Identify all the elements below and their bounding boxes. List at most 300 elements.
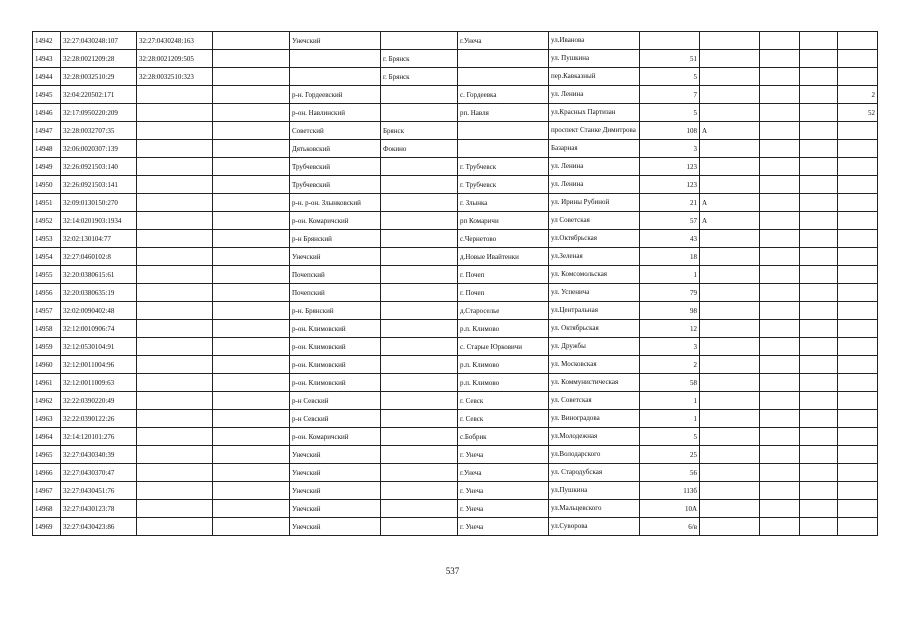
- locality-cell: р.п. Климово: [458, 320, 549, 338]
- region-cell-cell: [213, 446, 290, 464]
- street-cell: ул. Московская: [549, 356, 640, 374]
- block-cell: [800, 194, 838, 212]
- locality-cell: рп. Навля: [458, 104, 549, 122]
- structure-cell: [760, 320, 800, 338]
- region-cell-cell: [213, 518, 290, 536]
- page-number: 537: [445, 566, 460, 576]
- apartment-cell: [838, 230, 878, 248]
- city-cell: [381, 194, 458, 212]
- apartment-cell: [838, 464, 878, 482]
- city-cell: [381, 338, 458, 356]
- district-cell: р-он. Климовский: [290, 338, 381, 356]
- block-cell: [800, 86, 838, 104]
- table-row: [33, 518, 878, 536]
- district-cell: Дятьковский: [290, 140, 381, 158]
- table-row: [33, 392, 878, 410]
- block-cell: [800, 302, 838, 320]
- district-cell: Унечский: [290, 446, 381, 464]
- house-number-cell: 57: [640, 212, 700, 230]
- locality-cell: г.Унеча: [458, 32, 549, 50]
- house-number-cell: 21: [640, 194, 700, 212]
- structure-cell: [760, 392, 800, 410]
- region-cell-cell: [213, 266, 290, 284]
- house-number-cell: 6/в: [640, 518, 700, 536]
- district-cell: р-н Брянский: [290, 230, 381, 248]
- parent-cadastral-number-cell: [137, 428, 213, 446]
- house-number-cell: 3: [640, 338, 700, 356]
- house-number-cell: 12: [640, 320, 700, 338]
- parent-cadastral-number-cell: [137, 212, 213, 230]
- parent-cadastral-number-cell: [137, 518, 213, 536]
- street-cell: ул. Советская: [549, 392, 640, 410]
- apartment-cell: [838, 320, 878, 338]
- street-cell: ул.Молодежная: [549, 428, 640, 446]
- district-cell: Унечский: [290, 32, 381, 50]
- house-number-cell: 98: [640, 302, 700, 320]
- street-cell: ул. Комсомольская: [549, 266, 640, 284]
- parent-cadastral-number-cell: [137, 482, 213, 500]
- structure-cell: [760, 428, 800, 446]
- district-cell: р-н Севский: [290, 410, 381, 428]
- structure-cell: [760, 446, 800, 464]
- parent-cadastral-number-cell: [137, 266, 213, 284]
- cadastral-number-cell: 32:12:0011009:63: [61, 374, 137, 392]
- parent-cadastral-number-cell: [137, 248, 213, 266]
- building-cell: [700, 500, 760, 518]
- cadastral-number-cell: 32:27:0430423:86: [61, 518, 137, 536]
- region-cell-cell: [213, 356, 290, 374]
- district-cell: Почепский: [290, 266, 381, 284]
- locality-cell: [458, 50, 549, 68]
- city-cell: [381, 32, 458, 50]
- district-cell: Советский: [290, 122, 381, 140]
- record-number-cell: 14948: [33, 140, 61, 158]
- region-cell-cell: [213, 482, 290, 500]
- street-cell: ул. Ленина: [549, 86, 640, 104]
- block-cell: [800, 392, 838, 410]
- house-number-cell: 51: [640, 50, 700, 68]
- city-cell: [381, 428, 458, 446]
- structure-cell: [760, 140, 800, 158]
- cadastral-number-cell: 32:27:0430340:39: [61, 446, 137, 464]
- cadastral-number-cell: 32:14:0201903:1934: [61, 212, 137, 230]
- apartment-cell: [838, 50, 878, 68]
- street-cell: ул.Иванова: [549, 32, 640, 50]
- house-number-cell: 1: [640, 266, 700, 284]
- parent-cadastral-number-cell: [137, 230, 213, 248]
- street-cell: ул.Центральная: [549, 302, 640, 320]
- block-cell: [800, 518, 838, 536]
- structure-cell: [760, 32, 800, 50]
- record-number-cell: 14967: [33, 482, 61, 500]
- cadastral-number-cell: 32:12:0010906:74: [61, 320, 137, 338]
- street-cell: ул Советская: [549, 212, 640, 230]
- record-number-cell: 14961: [33, 374, 61, 392]
- house-number-cell: 10А: [640, 500, 700, 518]
- house-number-cell: 56: [640, 464, 700, 482]
- region-cell-cell: [213, 464, 290, 482]
- cadastral-number-cell: 32:02:130104:77: [61, 230, 137, 248]
- city-cell: [381, 410, 458, 428]
- street-cell: ул.Мальцевского: [549, 500, 640, 518]
- apartment-cell: [838, 302, 878, 320]
- street-cell: ул.Красных Партизан: [549, 104, 640, 122]
- cadastral-number-cell: 32:02:0090402:48: [61, 302, 137, 320]
- locality-cell: р.п. Климово: [458, 374, 549, 392]
- street-cell: Базарная: [549, 140, 640, 158]
- building-cell: [700, 338, 760, 356]
- region-cell-cell: [213, 104, 290, 122]
- cadastral-number-cell: 32:28:0032510:29: [61, 68, 137, 86]
- city-cell: [381, 212, 458, 230]
- parent-cadastral-number-cell: [137, 302, 213, 320]
- table-row: [33, 302, 878, 320]
- table-row: [33, 194, 878, 212]
- locality-cell: г. Унеча: [458, 446, 549, 464]
- table-row: [33, 410, 878, 428]
- house-number-cell: 5: [640, 428, 700, 446]
- house-number-cell: 108: [640, 122, 700, 140]
- locality-cell: с. Старые Юрковичи: [458, 338, 549, 356]
- apartment-cell: [838, 356, 878, 374]
- record-number-cell: 14944: [33, 68, 61, 86]
- record-number-cell: 14949: [33, 158, 61, 176]
- house-number-cell: 25: [640, 446, 700, 464]
- apartment-cell: 2: [838, 86, 878, 104]
- locality-cell: г.Унеча: [458, 464, 549, 482]
- apartment-cell: [838, 158, 878, 176]
- apartment-cell: [838, 428, 878, 446]
- building-cell: [700, 284, 760, 302]
- house-number-cell: 5: [640, 68, 700, 86]
- record-number-cell: 14959: [33, 338, 61, 356]
- parent-cadastral-number-cell: [137, 284, 213, 302]
- structure-cell: [760, 500, 800, 518]
- city-cell: [381, 176, 458, 194]
- city-cell: [381, 320, 458, 338]
- locality-cell: [458, 68, 549, 86]
- building-cell: [700, 32, 760, 50]
- building-cell: [700, 482, 760, 500]
- block-cell: [800, 428, 838, 446]
- region-cell-cell: [213, 140, 290, 158]
- locality-cell: с.Чернетово: [458, 230, 549, 248]
- apartment-cell: [838, 392, 878, 410]
- table-row: [33, 50, 878, 68]
- record-number-cell: 14969: [33, 518, 61, 536]
- region-cell-cell: [213, 68, 290, 86]
- house-number-cell: 123: [640, 158, 700, 176]
- locality-cell: г. Трубчевск: [458, 158, 549, 176]
- district-cell: Почепский: [290, 284, 381, 302]
- street-cell: ул.Зеленая: [549, 248, 640, 266]
- record-number-cell: 14952: [33, 212, 61, 230]
- record-number-cell: 14951: [33, 194, 61, 212]
- record-number-cell: 14945: [33, 86, 61, 104]
- district-cell: р-н. Гордеевский: [290, 86, 381, 104]
- table-row: [33, 428, 878, 446]
- cadastral-number-cell: 32:27:0430370:47: [61, 464, 137, 482]
- building-cell: [700, 320, 760, 338]
- parent-cadastral-number-cell: [137, 446, 213, 464]
- building-cell: [700, 50, 760, 68]
- locality-cell: г. Севск: [458, 410, 549, 428]
- region-cell-cell: [213, 410, 290, 428]
- building-cell: [700, 428, 760, 446]
- table-row: [33, 356, 878, 374]
- apartment-cell: [838, 212, 878, 230]
- structure-cell: [760, 356, 800, 374]
- parent-cadastral-number-cell: [137, 356, 213, 374]
- parent-cadastral-number-cell: [137, 338, 213, 356]
- building-cell: [700, 86, 760, 104]
- cadastral-number-cell: 32:27:0430451:76: [61, 482, 137, 500]
- building-cell: [700, 518, 760, 536]
- structure-cell: [760, 374, 800, 392]
- city-cell: [381, 248, 458, 266]
- parent-cadastral-number-cell: [137, 140, 213, 158]
- city-cell: [381, 482, 458, 500]
- locality-cell: д.Староселье: [458, 302, 549, 320]
- building-cell: [700, 392, 760, 410]
- region-cell-cell: [213, 122, 290, 140]
- district-cell: р-он. Комаричский: [290, 428, 381, 446]
- cadastral-number-cell: 32:27:0430248:107: [61, 32, 137, 50]
- apartment-cell: [838, 518, 878, 536]
- region-cell-cell: [213, 248, 290, 266]
- table-row: [33, 68, 878, 86]
- city-cell: [381, 356, 458, 374]
- record-number-cell: 14968: [33, 500, 61, 518]
- cadastral-number-cell: 32:26:0921503:141: [61, 176, 137, 194]
- structure-cell: [760, 518, 800, 536]
- apartment-cell: [838, 338, 878, 356]
- apartment-cell: [838, 284, 878, 302]
- table-row: [33, 158, 878, 176]
- cadastral-number-cell: 32:06:0020307:139: [61, 140, 137, 158]
- table-row: [33, 104, 878, 122]
- cadastral-number-cell: 32:04:220502:171: [61, 86, 137, 104]
- record-number-cell: 14942: [33, 32, 61, 50]
- locality-cell: с. Гордеевка: [458, 86, 549, 104]
- locality-cell: с.Бобрик: [458, 428, 549, 446]
- district-cell: [290, 68, 381, 86]
- city-cell: [381, 266, 458, 284]
- building-cell: [700, 266, 760, 284]
- record-number-cell: 14956: [33, 284, 61, 302]
- region-cell-cell: [213, 32, 290, 50]
- cadastral-number-cell: 32:09:0130150:270: [61, 194, 137, 212]
- table-row: [33, 140, 878, 158]
- street-cell: проспект Станке Димитрова: [549, 122, 640, 140]
- structure-cell: [760, 266, 800, 284]
- apartment-cell: [838, 266, 878, 284]
- record-number-cell: 14954: [33, 248, 61, 266]
- apartment-cell: [838, 32, 878, 50]
- block-cell: [800, 140, 838, 158]
- street-cell: ул. Коммунистическая: [549, 374, 640, 392]
- street-cell: ул.Володарского: [549, 446, 640, 464]
- city-cell: Брянск: [381, 122, 458, 140]
- city-cell: [381, 446, 458, 464]
- cadastral-number-cell: 32:26:0921503:140: [61, 158, 137, 176]
- district-cell: [290, 50, 381, 68]
- table-row: [33, 446, 878, 464]
- district-cell: Унечский: [290, 482, 381, 500]
- building-cell: [700, 230, 760, 248]
- block-cell: [800, 284, 838, 302]
- city-cell: [381, 392, 458, 410]
- locality-cell: р.п. Климово: [458, 356, 549, 374]
- apartment-cell: [838, 374, 878, 392]
- block-cell: [800, 320, 838, 338]
- record-number-cell: 14957: [33, 302, 61, 320]
- building-cell: [700, 374, 760, 392]
- block-cell: [800, 230, 838, 248]
- house-number-cell: 1: [640, 410, 700, 428]
- cadastral-number-cell: 32:20:0380635:19: [61, 284, 137, 302]
- cadastral-number-cell: 32:17:0950220:209: [61, 104, 137, 122]
- structure-cell: [760, 230, 800, 248]
- region-cell-cell: [213, 500, 290, 518]
- parent-cadastral-number-cell: [137, 194, 213, 212]
- block-cell: [800, 266, 838, 284]
- district-cell: р-н. р-он. Злынковский: [290, 194, 381, 212]
- structure-cell: [760, 410, 800, 428]
- parent-cadastral-number-cell: [137, 86, 213, 104]
- block-cell: [800, 104, 838, 122]
- district-cell: Унечский: [290, 500, 381, 518]
- region-cell-cell: [213, 50, 290, 68]
- street-cell: ул.Суворова: [549, 518, 640, 536]
- cadastral-number-cell: 32:28:0032707:35: [61, 122, 137, 140]
- district-cell: р-он. Климовский: [290, 356, 381, 374]
- locality-cell: г. Унеча: [458, 482, 549, 500]
- parent-cadastral-number-cell: [137, 410, 213, 428]
- block-cell: [800, 68, 838, 86]
- block-cell: [800, 464, 838, 482]
- table-row: [33, 320, 878, 338]
- parent-cadastral-number-cell: [137, 176, 213, 194]
- street-cell: пер.Кавказный: [549, 68, 640, 86]
- record-number-cell: 14950: [33, 176, 61, 194]
- record-number-cell: 14964: [33, 428, 61, 446]
- city-cell: [381, 230, 458, 248]
- parent-cadastral-number-cell: [137, 122, 213, 140]
- registry-table-body: [33, 32, 878, 536]
- building-cell: [700, 158, 760, 176]
- registry-table: [32, 31, 878, 536]
- street-cell: ул. Успенича: [549, 284, 640, 302]
- parent-cadastral-number-cell: 32:27:0430248:163: [137, 32, 213, 50]
- building-cell: [700, 140, 760, 158]
- region-cell-cell: [213, 212, 290, 230]
- street-cell: ул. Стародубская: [549, 464, 640, 482]
- house-number-cell: 58: [640, 374, 700, 392]
- record-number-cell: 14953: [33, 230, 61, 248]
- house-number-cell: 79: [640, 284, 700, 302]
- district-cell: р-он. Климовский: [290, 374, 381, 392]
- district-cell: Унечский: [290, 518, 381, 536]
- structure-cell: [760, 194, 800, 212]
- building-cell: [700, 176, 760, 194]
- block-cell: [800, 500, 838, 518]
- parent-cadastral-number-cell: [137, 104, 213, 122]
- cadastral-number-cell: 32:27:0430123:78: [61, 500, 137, 518]
- region-cell-cell: [213, 320, 290, 338]
- table-row: [33, 374, 878, 392]
- region-cell-cell: [213, 176, 290, 194]
- region-cell-cell: [213, 284, 290, 302]
- cadastral-number-cell: 32:22:0390220:49: [61, 392, 137, 410]
- building-cell: [700, 104, 760, 122]
- building-cell: [700, 410, 760, 428]
- cadastral-number-cell: 32:14:120101:276: [61, 428, 137, 446]
- city-cell: [381, 284, 458, 302]
- region-cell-cell: [213, 374, 290, 392]
- building-cell: [700, 446, 760, 464]
- locality-cell: г. Почеп: [458, 266, 549, 284]
- district-cell: р-он. Климовский: [290, 320, 381, 338]
- table-row: [33, 500, 878, 518]
- city-cell: [381, 158, 458, 176]
- street-cell: ул. Дружбы: [549, 338, 640, 356]
- cadastral-number-cell: 32:12:0011004:96: [61, 356, 137, 374]
- apartment-cell: [838, 248, 878, 266]
- structure-cell: [760, 482, 800, 500]
- table-row: [33, 266, 878, 284]
- house-number-cell: 43: [640, 230, 700, 248]
- building-cell: А: [700, 212, 760, 230]
- record-number-cell: 14965: [33, 446, 61, 464]
- house-number-cell: 113б: [640, 482, 700, 500]
- district-cell: Трубчевский: [290, 176, 381, 194]
- parent-cadastral-number-cell: 32:28:0032510:323: [137, 68, 213, 86]
- structure-cell: [760, 86, 800, 104]
- block-cell: [800, 32, 838, 50]
- table-row: [33, 230, 878, 248]
- record-number-cell: 14947: [33, 122, 61, 140]
- block-cell: [800, 410, 838, 428]
- block-cell: [800, 338, 838, 356]
- city-cell: Фокино: [381, 140, 458, 158]
- parent-cadastral-number-cell: [137, 464, 213, 482]
- parent-cadastral-number-cell: 32:28:0021209:505: [137, 50, 213, 68]
- block-cell: [800, 122, 838, 140]
- apartment-cell: [838, 482, 878, 500]
- record-number-cell: 14946: [33, 104, 61, 122]
- block-cell: [800, 248, 838, 266]
- apartment-cell: [838, 68, 878, 86]
- district-cell: Трубчевский: [290, 158, 381, 176]
- apartment-cell: [838, 122, 878, 140]
- house-number-cell: 2: [640, 356, 700, 374]
- parent-cadastral-number-cell: [137, 320, 213, 338]
- city-cell: г. Брянск: [381, 50, 458, 68]
- record-number-cell: 14963: [33, 410, 61, 428]
- house-number-cell: 1: [640, 392, 700, 410]
- structure-cell: [760, 158, 800, 176]
- district-cell: Унечский: [290, 464, 381, 482]
- table-row: [33, 32, 878, 50]
- apartment-cell: [838, 176, 878, 194]
- apartment-cell: [838, 140, 878, 158]
- street-cell: ул. Ленина: [549, 158, 640, 176]
- cadastral-number-cell: 32:20:0380615:61: [61, 266, 137, 284]
- block-cell: [800, 356, 838, 374]
- structure-cell: [760, 338, 800, 356]
- region-cell-cell: [213, 428, 290, 446]
